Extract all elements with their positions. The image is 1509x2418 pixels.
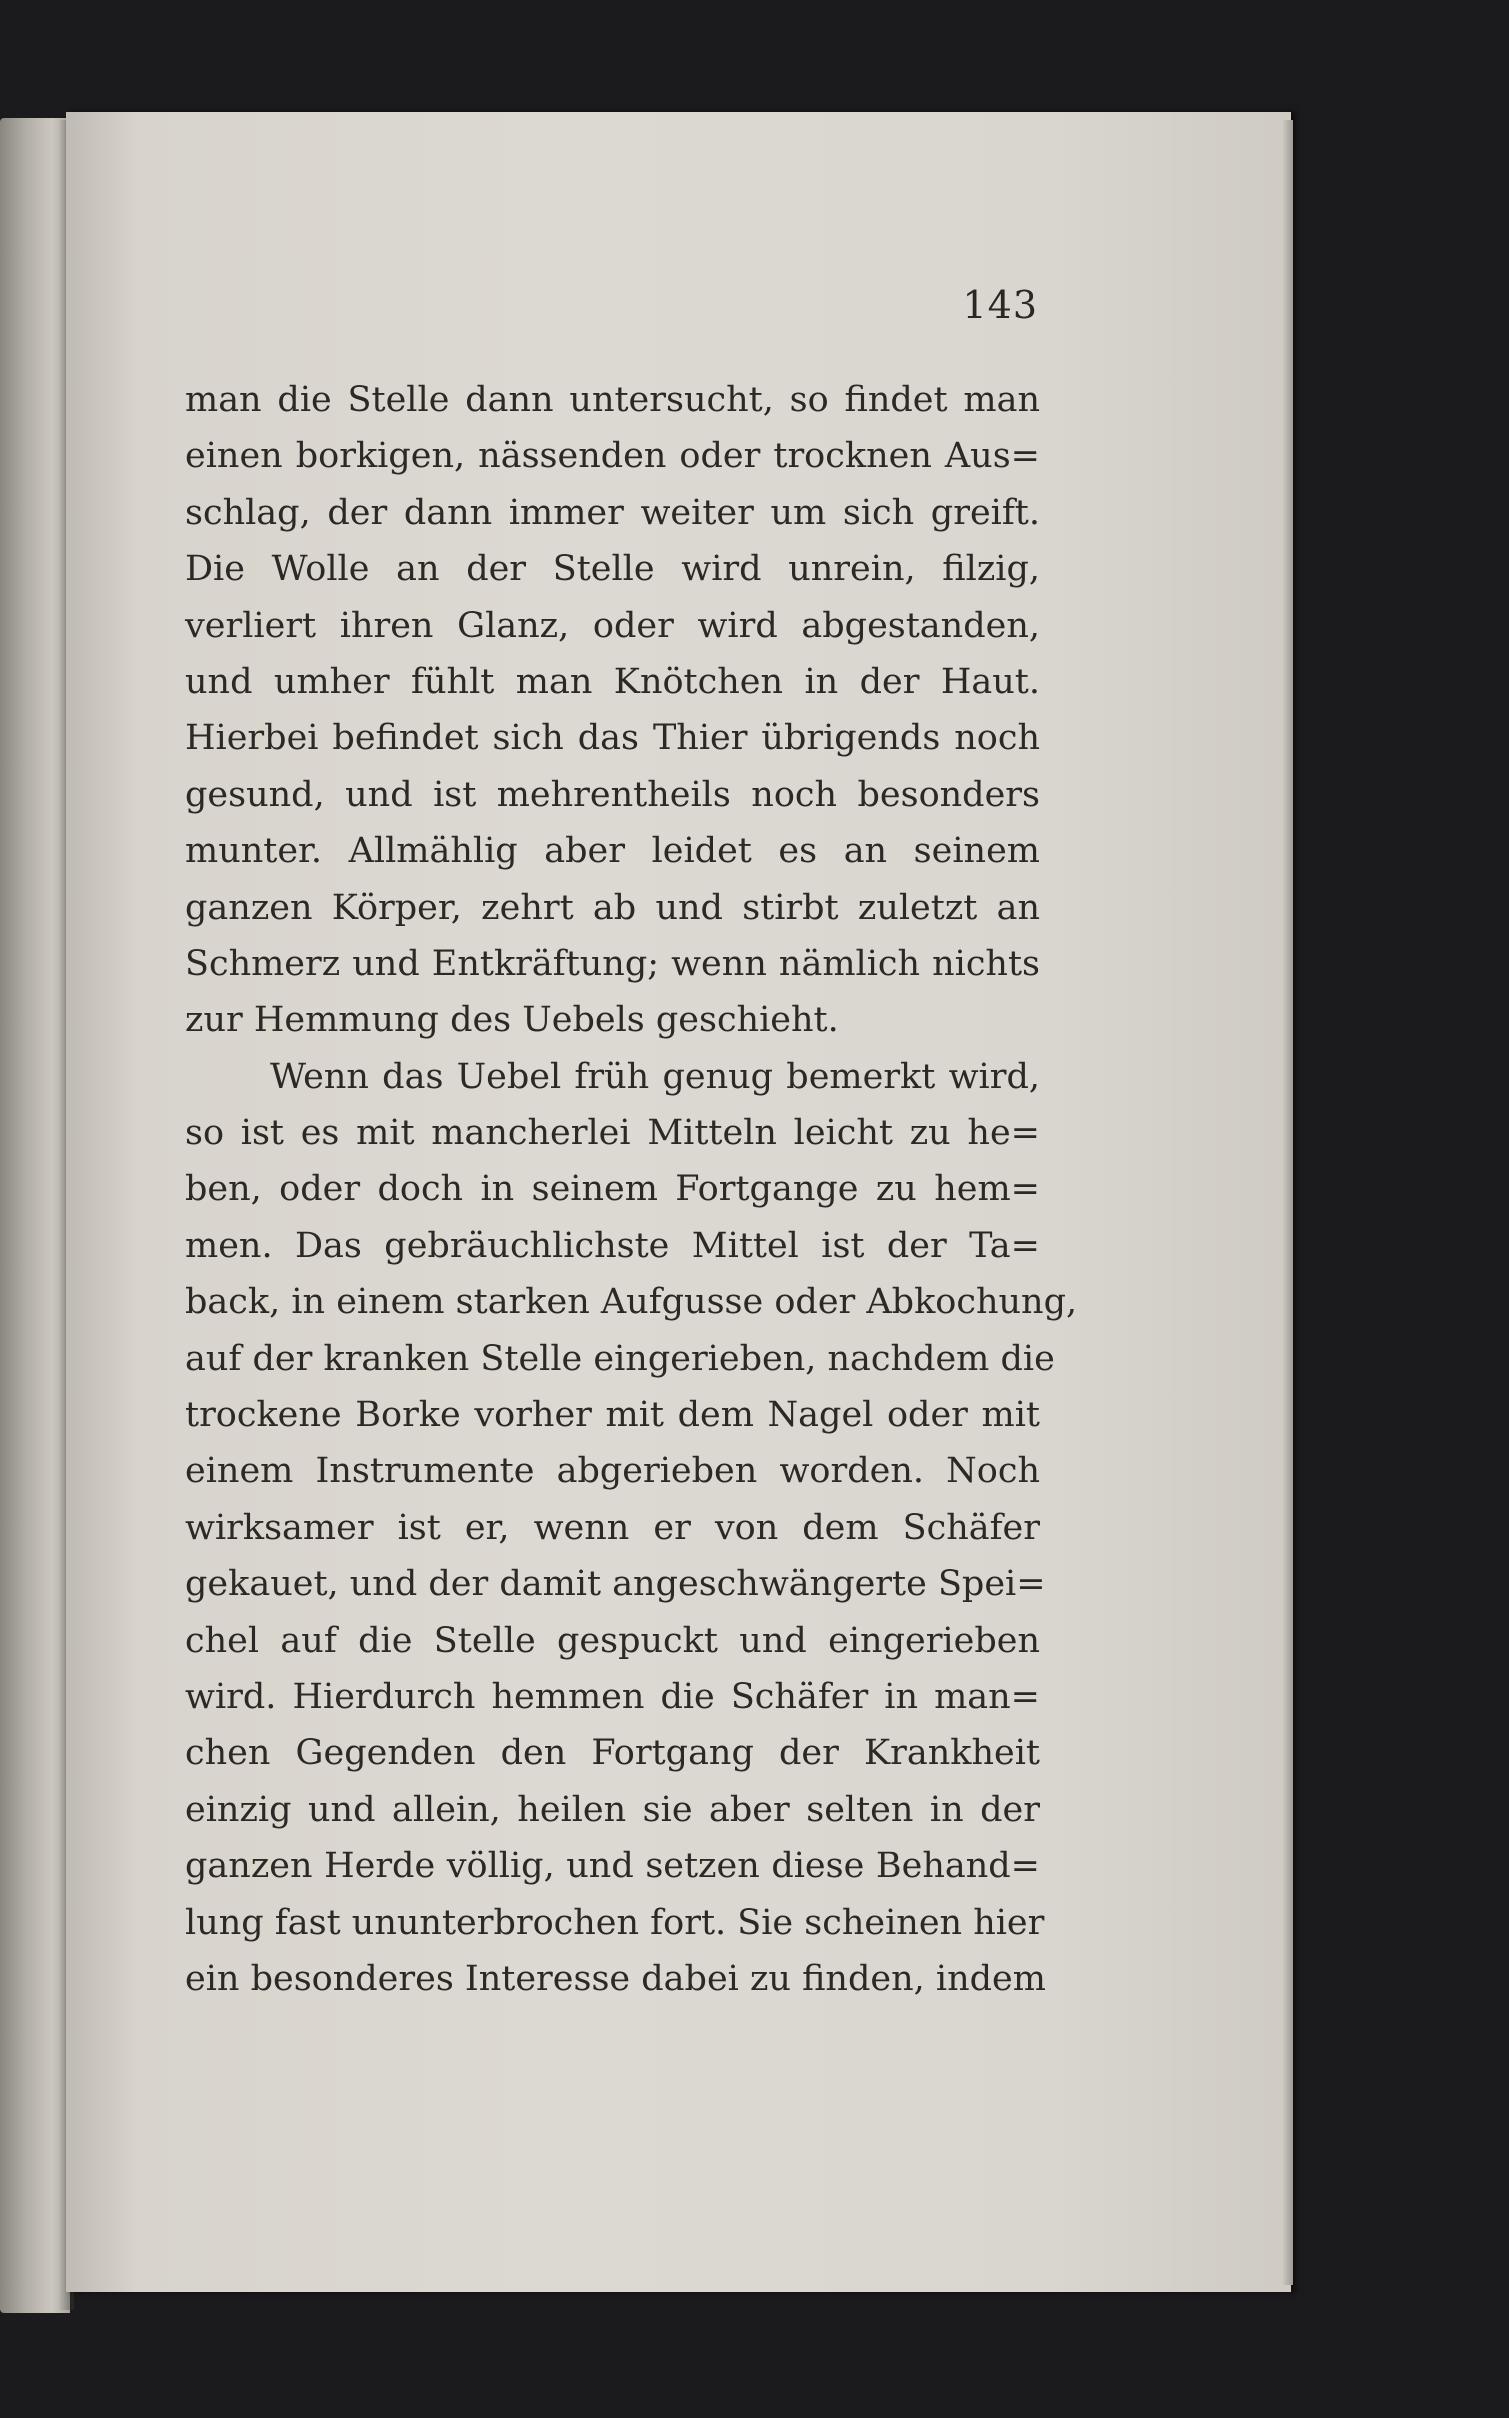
text-line: ein besonderes Interesse dabei zu finden, indem [185,1958,1046,1999]
page-number: 143 [962,283,1038,327]
paragraph-start-line: Wenn das Uebel früh genug bemerkt wird, [270,1056,1040,1097]
text-line: chen Gegenden den Fortgang der Krankheit [185,1733,1040,1774]
text-line: Die Wolle an der Stelle wird unrein, filzig, [185,549,1040,590]
text-line: ganzen Herde völlig, und setzen diese Behand= [185,1846,1040,1887]
page-right-edge [1283,120,1293,2285]
text-line: auf der kranken Stelle eingerieben, nachdem die [185,1338,1055,1379]
text-line: munter. Allmählig aber leidet es an seinem [185,831,1040,872]
text-line: gesund, und ist mehrentheils noch besonders [185,774,1040,815]
text-line: wird. Hierdurch hemmen die Schäfer in man= [185,1676,1040,1717]
text-line: back, in einem starken Aufgusse oder Abkochung, [185,1282,1078,1323]
text-line: lung fast ununterbrochen fort. Sie scheinen hier [185,1902,1045,1943]
text-line: ben, oder doch in seinem Fortgange zu hem= [185,1169,1040,1210]
text-line: schlag, der dann immer weiter um sich greift. [185,492,1040,533]
text-line: ganzen Körper, zehrt ab und stirbt zuletzt an [185,887,1040,928]
text-line: gekauet, und der damit angeschwängerte Spei= [185,1564,1046,1605]
text-line: trockene Borke vorher mit dem Nagel oder mit [185,1395,1040,1436]
text-line: Hierbei befindet sich das Thier übrigends noch [185,718,1040,759]
text-line: einen borkigen, nässenden oder trocknen Aus= [185,436,1040,477]
text-line: so ist es mit mancherlei Mitteln leicht zu he= [185,1113,1040,1154]
text-line: man die Stelle dann untersucht, so findet man [185,380,1040,420]
body-text [185,372,1078,2007]
text-line: einem Instrumente abgerieben worden. Noch [185,1451,1040,1492]
text-line: chel auf die Stelle gespuckt und eingerieben [185,1620,1040,1661]
text-line: Schmerz und Entkräftung; wenn nämlich nichts [185,943,1040,984]
text-line: und umher fühlt man Knötchen in der Haut. [185,661,1040,702]
text-line: wirksamer ist er, wenn er von dem Schäfer [185,1507,1040,1548]
text-line: einzig und allein, heilen sie aber selten in der [185,1789,1040,1830]
text-line: verliert ihren Glanz, oder wird abgestanden, [185,605,1040,646]
text-line: zur Hemmung des Uebels geschieht. [185,1000,839,1041]
text-line: men. Das gebräuchlichste Mittel ist der Ta= [185,1225,1040,1266]
